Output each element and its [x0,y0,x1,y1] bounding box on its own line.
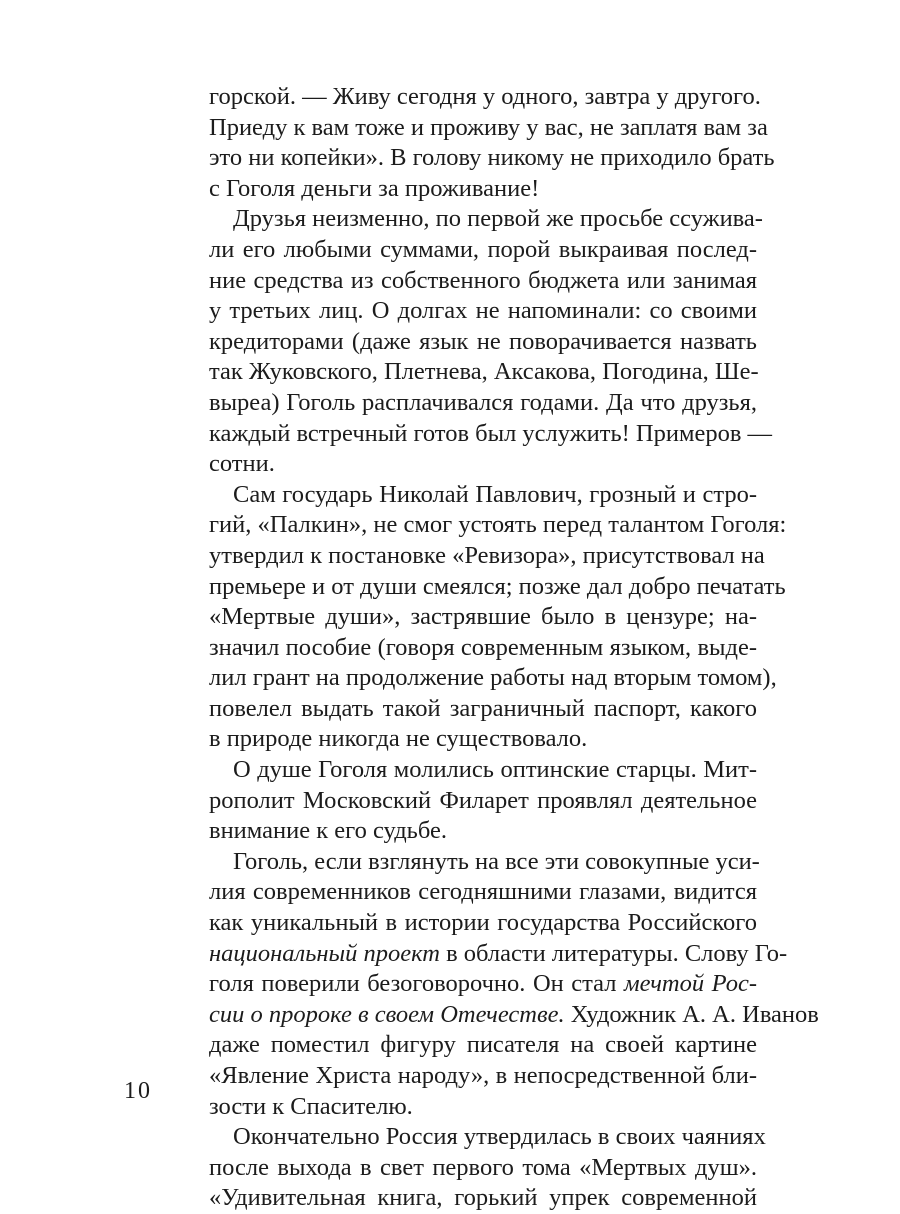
paragraph-first-line: Гоголь, если взглянуть на все эти совокупные уси- [233,847,760,875]
text-line: это ни копейки». В голову никому не приходило брать [209,144,775,172]
paragraph-first-line: О душе Гоголя молились оптинские старцы. Мит- [233,756,757,784]
text-line: голя поверили безоговорочно. Он стал мечтой Рос- [209,970,757,998]
text-line: в природе никогда не существовало. [209,725,588,753]
text-line: выреа) Гоголь расплачивался годами. Да что друзья, [209,388,757,416]
text-line: повелел выдать такой заграничный паспорт, какого [209,694,757,722]
paragraph-first-line: Сам государь Николай Павлович, грозный и стро- [233,480,757,508]
text-line: «Удивительная книга, горький упрек современной [209,1184,757,1212]
text-line: рополит Московский Филарет проявлял деятельное [209,786,757,814]
italic-phrase: сии о пророке в своем Отечестве. [209,1000,565,1028]
text-line: зости к Спасителю. [209,1092,413,1120]
text-line: лил грант на продолжение работы над вторым томом), [209,664,777,692]
italic-phrase: мечтой Рос- [624,970,757,998]
text-line: после выхода в свет первого тома «Мертвых душ». [209,1153,757,1181]
body-text [209,82,819,1214]
page-number: 10 [124,1078,152,1104]
text-line: ли его любыми суммами, порой выкраивая послед- [209,235,757,263]
text-line: с Гоголя деньги за проживание! [209,174,540,202]
text-line: каждый встречный готов был услужить! Примеров — [209,419,773,447]
text-line: «Явление Христа народу», в непосредственной бли- [209,1062,757,1089]
text-line: внимание к его судьбе. [209,817,447,845]
text-line: даже поместил фигуру писателя на своей картине [209,1031,757,1059]
text-line: лия современников сегодняшними глазами, видится [209,878,757,906]
text-line: значил пособие (говоря современным языком, выде- [209,633,757,661]
text-line: премьере и от души смеялся; позже дал добро печатать [209,572,786,600]
paragraph-first-line: Друзья неизменно, по первой же просьбе ссужива- [233,205,763,233]
text-line: так Жуковского, Плетнева, Аксакова, Погодина, Ше- [209,358,759,386]
text-line: кредиторами (даже язык не поворачивается назвать [209,327,757,355]
text-line: «Мертвые души», застрявшие было в цензуре; на- [209,603,757,631]
text-line: сотни. [209,450,275,478]
text-line: Приеду к вам тоже и проживу у вас, не заплатя вам за [209,113,768,141]
text-line: сии о пророке в своем Отечестве. Художник А. А. Иванов [209,1000,819,1028]
text-line: как уникальный в истории государства Российского [209,909,757,937]
text-line: утвердил к постановке «Ревизора», присутствовал на [209,541,765,569]
text-line: у третьих лиц. О долгах не напоминали: со своими [209,297,757,325]
text-line: гий, «Палкин», не смог устоять перед талантом Гоголя: [209,511,787,539]
paragraph-first-line: Окончательно Россия утвердилась в своих чаяниях [233,1123,766,1151]
text-line: ние средства из собственного бюджета или занимая [209,266,757,294]
text-line: национальный проект в области литературы. Слову Го- [209,939,788,967]
text-line: горской. — Живу сегодня у одного, завтра у другого. [209,83,761,110]
italic-phrase: национальный проект [209,939,440,967]
